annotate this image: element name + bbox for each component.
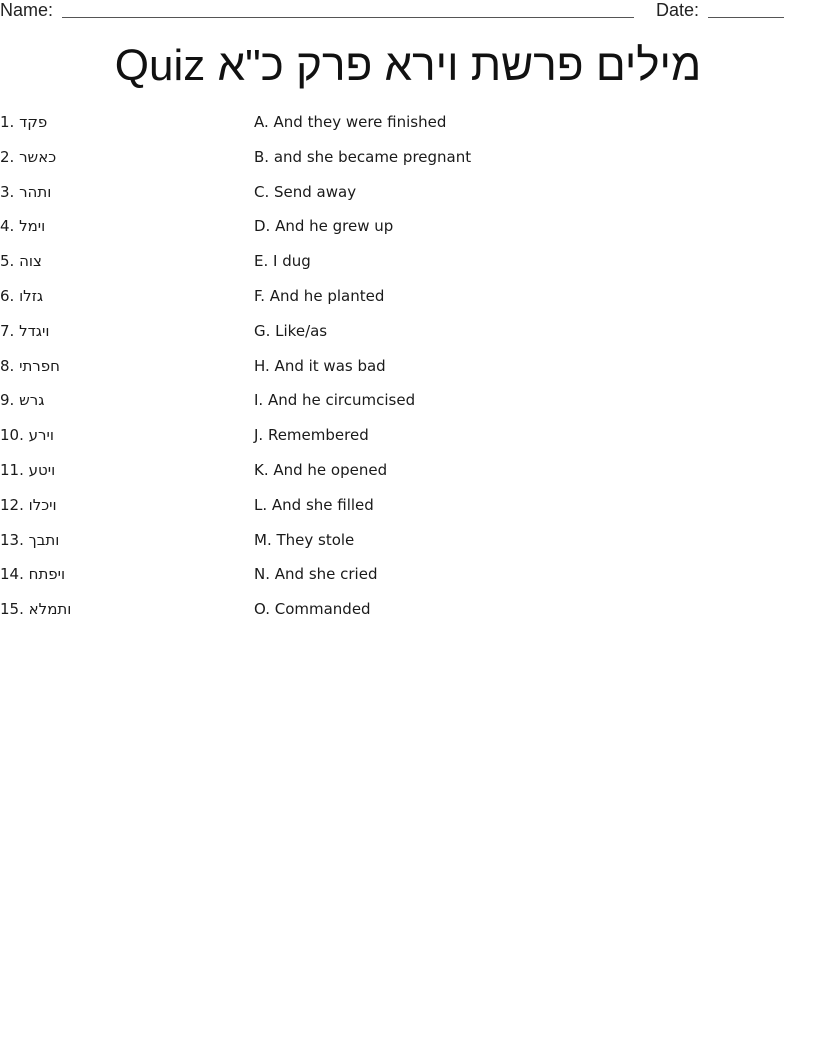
question-number: 9.: [0, 391, 15, 410]
answer-item: L. And she filled: [254, 495, 374, 514]
question-number: 15.: [0, 600, 24, 619]
question-item: [0, 251, 240, 286]
question-item: [0, 425, 240, 460]
question-number: 3.: [0, 182, 15, 201]
question-item: [0, 321, 240, 356]
question-item: [0, 356, 240, 391]
answer-item: G. Like/as: [254, 321, 328, 340]
answer-item: E. I dug: [254, 252, 311, 271]
date-blank-line: [708, 17, 784, 18]
question-item: [0, 216, 240, 251]
question-number: 5.: [0, 252, 15, 271]
answer-item: A. And they were finished: [254, 113, 447, 131]
question-list: [0, 112, 240, 634]
question-number: 7.: [0, 321, 15, 340]
question-item: [0, 530, 240, 565]
question-number: 2.: [0, 147, 15, 166]
question-word: ותבך: [28, 530, 60, 549]
question-word: ותמלא: [28, 600, 72, 619]
question-word: פקד: [19, 113, 48, 131]
question-word: ויגדל: [19, 321, 50, 340]
answer-item: C. Send away: [254, 182, 357, 201]
question-word: ויטע: [28, 460, 56, 479]
question-word: חפרתי: [19, 356, 60, 375]
answer-item: B. and she became pregnant: [254, 147, 472, 166]
answer-item: K. And he opened: [254, 460, 388, 479]
question-word: ותהר: [19, 182, 52, 201]
page-title: Quiz מילים פרשת וירא פרק כ"א: [114, 41, 702, 90]
answer-item: J. Remembered: [254, 426, 369, 445]
answer-item: D. And he grew up: [254, 217, 394, 236]
header-row: [0, 0, 816, 24]
question-item: [0, 286, 240, 321]
question-number: 13.: [0, 530, 24, 549]
question-number: 8.: [0, 356, 15, 375]
answer-item: M. They stole: [254, 530, 355, 549]
question-item: [0, 147, 240, 182]
question-item: [0, 495, 240, 530]
question-item: [0, 599, 240, 634]
question-word: גרש: [19, 391, 45, 410]
answer-item: I. And he circumcised: [254, 391, 416, 410]
question-word: כאשר: [19, 147, 57, 166]
answer-item: H. And it was bad: [254, 356, 386, 375]
question-item: [0, 182, 240, 217]
question-item: [0, 112, 240, 147]
question-item: [0, 460, 240, 495]
question-word: גזלו: [19, 286, 44, 305]
question-number: 4.: [0, 217, 15, 236]
question-number: 12.: [0, 495, 24, 514]
question-item: [0, 390, 240, 425]
question-item: [0, 564, 240, 599]
question-number: 10.: [0, 426, 24, 445]
question-word: וירע: [28, 426, 54, 445]
answer-item: F. And he planted: [254, 286, 385, 305]
question-word: צוה: [19, 252, 42, 271]
question-number: 6.: [0, 286, 15, 305]
answer-item: O. Commanded: [254, 600, 371, 619]
question-word: ויפתח: [28, 565, 66, 584]
question-number: 14.: [0, 565, 24, 584]
date-label: Date:: [656, 0, 700, 20]
answer-list: [254, 112, 794, 634]
name-label: Name:: [0, 0, 54, 20]
answer-item: N. And she cried: [254, 565, 378, 584]
question-word: ויכלו: [28, 495, 57, 514]
question-number: 11.: [0, 460, 24, 479]
question-number: 1.: [0, 113, 15, 131]
question-word: וימל: [19, 217, 46, 236]
name-blank-line: [62, 17, 634, 18]
